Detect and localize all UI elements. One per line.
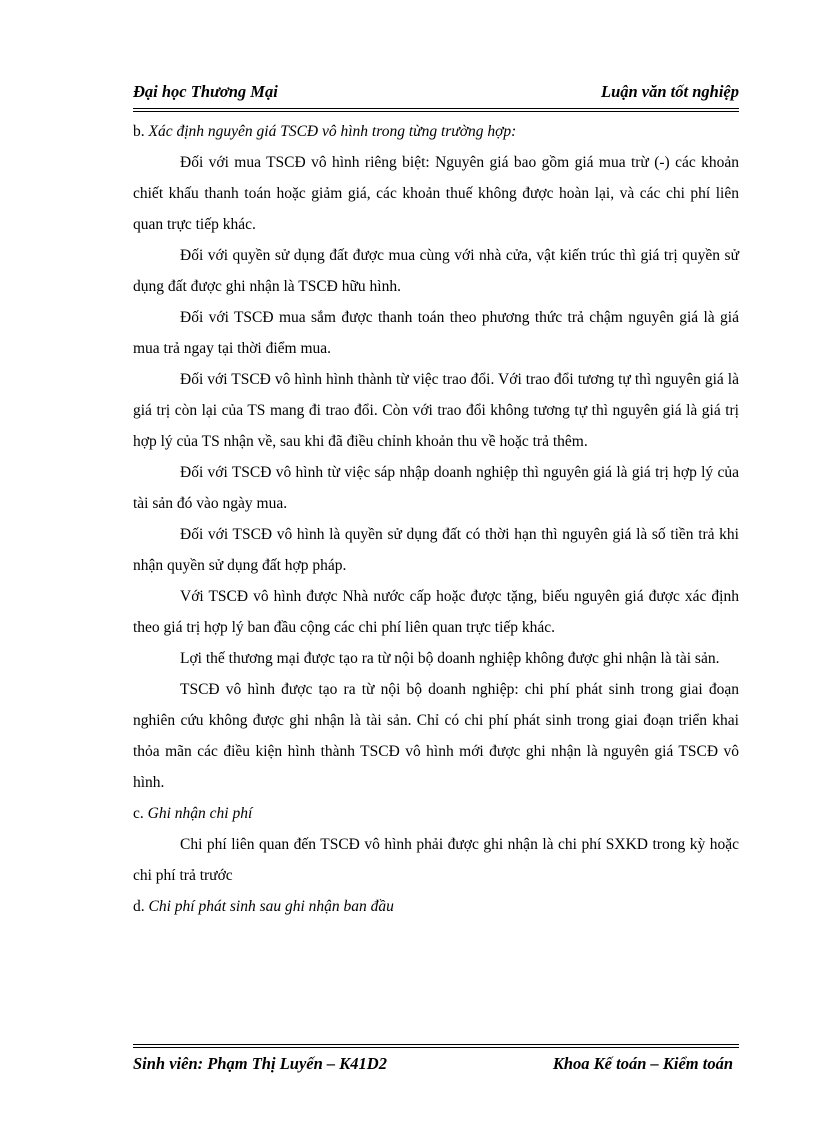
page-header	[133, 82, 739, 112]
section-b-title: Xác định nguyên giá TSCĐ vô hình trong từng trường hợp:	[148, 123, 517, 140]
footer-department: Khoa Kế toán – Kiểm toán	[552, 1054, 733, 1073]
section-d-title: Chi phí phát sinh sau ghi nhận ban đầu	[148, 898, 394, 915]
section-c-title: Ghi nhận chi phí	[147, 805, 253, 822]
document-body	[133, 116, 739, 922]
paragraph: TSCĐ vô hình được tạo ra từ nội bộ doanh nghiệp: chi phí phát sinh trong giai đoạn nghiên cứu không được ghi nhận là tài sản. Chỉ có chi phí phát sinh trong giai đoạn triển khai thỏa mãn các điều kiện hình thành TSCĐ vô hình mới được ghi nhận là nguyên giá TSCĐ vô hình.	[133, 681, 739, 791]
page-footer	[133, 1044, 739, 1078]
header-thesis-title: Luận văn tốt nghiệp	[601, 82, 739, 101]
paragraph: Đối với mua TSCĐ vô hình riêng biệt: Nguyên giá bao gồm giá mua trừ (-) các khoản chiết khấu thanh toán hoặc giảm giá, các khoản thuế không được hoàn lại, và các chi phí liên quan trực tiếp khác.	[133, 154, 739, 233]
section-c-heading	[133, 798, 739, 829]
section-d-heading	[133, 891, 739, 922]
section-b-label: b.	[133, 123, 145, 140]
paragraph: Đối với quyền sử dụng đất được mua cùng với nhà cửa, vật kiến trúc thì giá trị quyền sử dụng đất được ghi nhận là TSCĐ hữu hình.	[133, 247, 739, 295]
paragraph: Đối với TSCĐ vô hình là quyền sử dụng đất có thời hạn thì nguyên giá là số tiền trả khi nhận quyền sử dụng đất hợp pháp.	[133, 526, 739, 574]
header-university: Đại học Thương Mại	[133, 82, 278, 101]
footer-student: Sinh viên: Phạm Thị Luyến – K41D2	[133, 1054, 387, 1073]
section-c-label: c.	[133, 805, 144, 822]
paragraph: Đối với TSCĐ mua sắm được thanh toán theo phương thức trả chậm nguyên giá là giá mua trả ngay tại thời điểm mua.	[133, 309, 739, 357]
section-b-heading	[133, 116, 739, 147]
section-d-label: d.	[133, 898, 145, 915]
paragraph: Lợi thế thương mại được tạo ra từ nội bộ doanh nghiệp không được ghi nhận là tài sản.	[180, 650, 720, 667]
paragraph: Đối với TSCĐ vô hình từ việc sáp nhập doanh nghiệp thì nguyên giá là giá trị hợp lý của tài sản đó vào ngày mua.	[133, 464, 739, 512]
paragraph: Đối với TSCĐ vô hình hình thành từ việc trao đổi. Với trao đổi tương tự thì nguyên giá là giá trị còn lại của TS mang đi trao đổi. Còn với trao đổi không tương tự thì nguyên giá là giá trị hợp lý của TS nhận về, sau khi đã điều chỉnh khoản thu về hoặc trả thêm.	[133, 371, 739, 450]
paragraph: Chi phí liên quan đến TSCĐ vô hình phải được ghi nhận là chi phí SXKD trong kỳ hoặc chi phí trả trước	[133, 836, 739, 884]
paragraph: Với TSCĐ vô hình được Nhà nước cấp hoặc được tặng, biếu nguyên giá được xác định theo giá trị hợp lý ban đầu cộng các chi phí liên quan trực tiếp khác.	[133, 588, 739, 636]
